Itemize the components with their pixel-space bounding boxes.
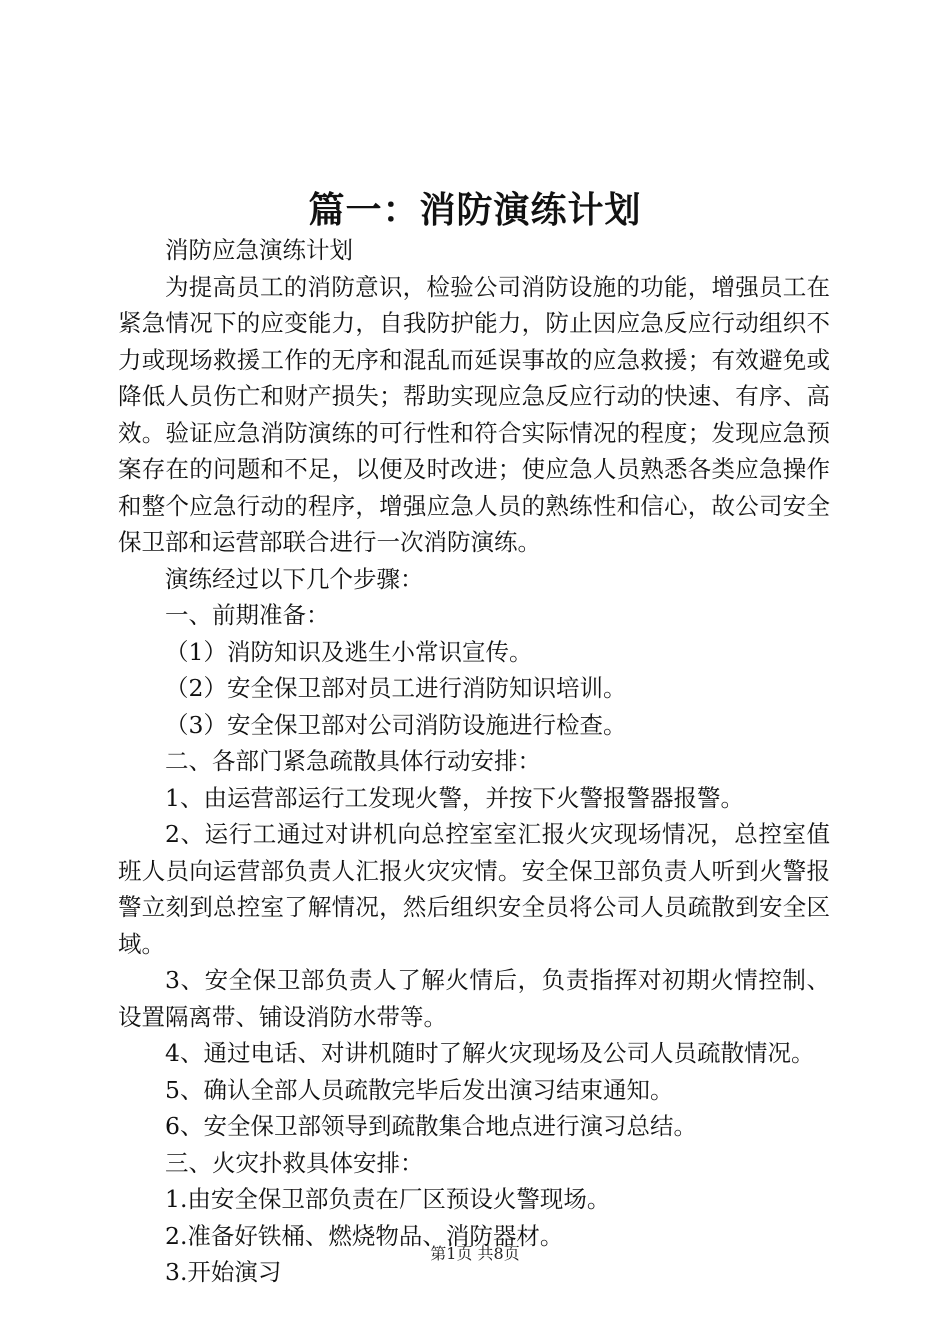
section-heading: 一、前期准备：	[165, 601, 330, 629]
paragraph: 为提高员工的消防意识，检验公司消防设施的功能，增强员工在紧急情况下的应变能力，自我防护能力，防止因应急反应行动组织不力或现场救援工作的无序和混乱而延误事故的应急救援；有效避免或降低人员伤亡和财产损失；帮助实现应急反应行动的快速、有序、高效。验证应急消防演练的可行性和符合实际情况的程度；发现应急预案存在的问题和不足，以便及时改进；使应急人员熟悉各类应急操作和整个应急行动的程序，增强应急人员的熟练性和信心，故公司安全保卫部和运营部联合进行一次消防演练。	[118, 272, 830, 556]
list-item: 6、安全保卫部领导到疏散集合地点进行演习总结。	[165, 1112, 697, 1140]
paragraph: 演练经过以下几个步骤：	[165, 564, 424, 593]
list-item: 5、确认全部人员疏散完毕后发出演习结束通知。	[165, 1075, 674, 1104]
list-item: 2.准备好铁桶、燃烧物品、消防器材。	[165, 1221, 564, 1250]
paragraph: 消防应急演练计划	[165, 236, 353, 264]
section-heading: 三、火灾扑救具体安排：	[165, 1148, 424, 1177]
list-item: （3）安全保卫部对公司消防设施进行检查。	[165, 710, 627, 739]
page-number-footer: 第1页 共8页	[430, 1244, 520, 1263]
list-item: 1.由安全保卫部负责在厂区预设火警现场。	[165, 1185, 611, 1213]
list-item: （1）消防知识及逃生小常识宣传。	[165, 637, 533, 666]
section-heading: 二、各部门紧急疏散具体行动安排：	[165, 747, 541, 775]
document-body	[118, 232, 830, 1291]
list-item: 3、安全保卫部负责人了解火情后，负责指挥对初期火情控制、设置隔离带、铺设消防水带等。	[118, 966, 830, 1031]
list-item: 4、通过电话、对讲机随时了解火灾现场及公司人员疏散情况。	[165, 1039, 815, 1067]
document-title: 篇一：消防演练计划	[308, 189, 642, 231]
list-item: 1、由运营部运行工发现火警，并按下火警报警器报警。	[165, 783, 744, 812]
list-item: 2、运行工通过对讲机向总控室室汇报火灾现场情况，总控室值班人员向运营部负责人汇报火灾灾情。安全保卫部负责人听到火警报警立刻到总控室了解情况，然后组织安全员将公司人员疏散到安全区域。	[118, 820, 830, 958]
list-item: （2）安全保卫部对员工进行消防知识培训。	[165, 674, 627, 702]
list-item: 3.开始演习	[165, 1258, 282, 1286]
